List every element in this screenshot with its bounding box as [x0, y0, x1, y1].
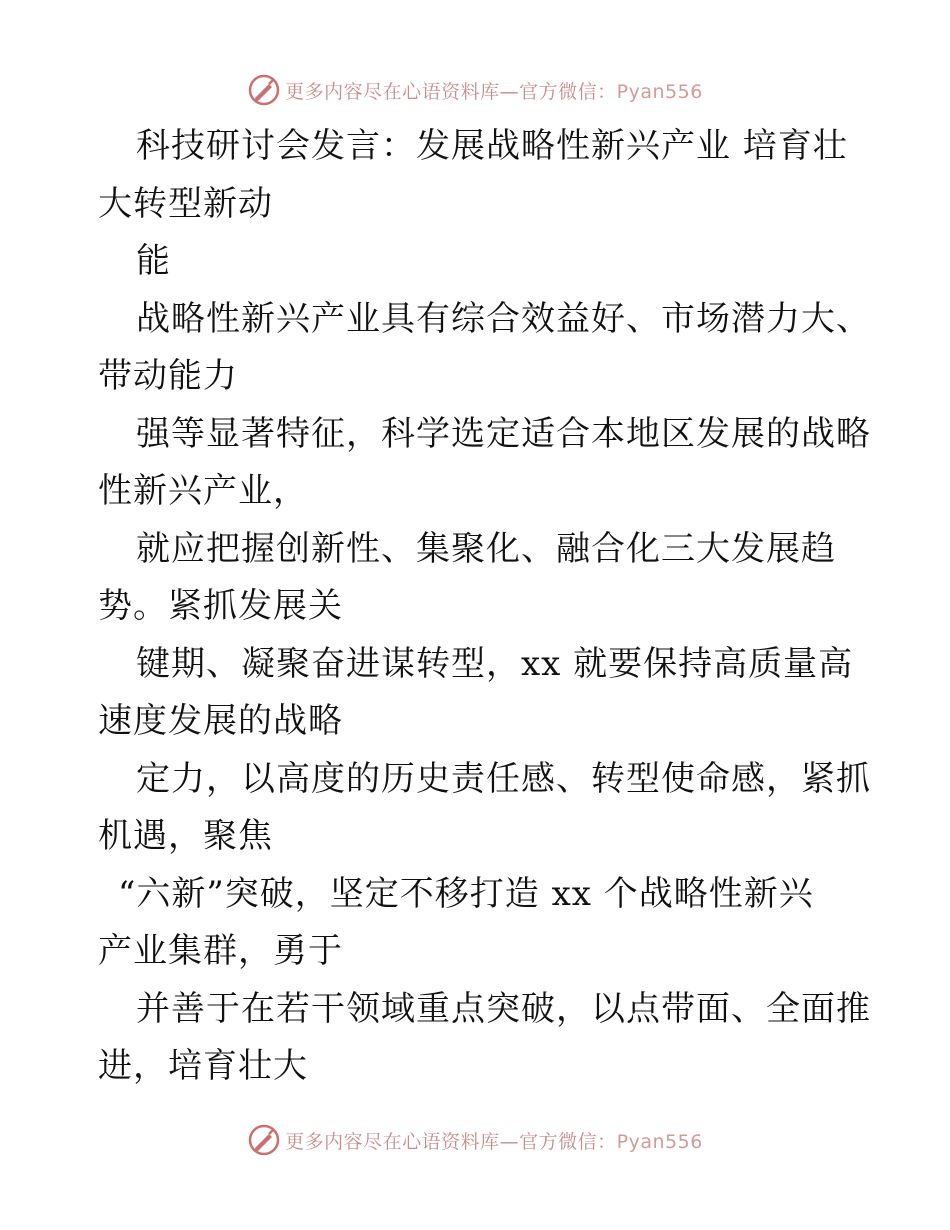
watermark-text: 更多内容尽在心语资料库—官方微信：Pyan556 — [285, 80, 703, 103]
pen-logo-icon — [247, 73, 281, 107]
text-line: 就应把握创新性、集聚化、融合化三大发展趋 — [136, 528, 836, 569]
text-line: 大转型新动 — [98, 183, 273, 224]
watermark-header — [0, 70, 950, 110]
pen-logo-icon — [247, 1123, 281, 1157]
text-line: 势。紧抓发展关 — [98, 586, 343, 626]
text-line: “六新”突破，坚定不移打造 xx 个战略性新兴 — [118, 873, 814, 914]
text-line: 键期、凝聚奋进谋转型，xx 就要保持高质量高 — [136, 643, 854, 684]
text-line: 性新兴产业， — [98, 471, 308, 511]
text-line: 战略性新兴产业具有综合效益好、市场潜力大、 — [136, 298, 871, 339]
text-line: 机遇，聚焦 — [98, 816, 273, 856]
text-line: 定力，以高度的历史责任感、转型使命感，紧抓 — [136, 758, 871, 799]
watermark-text: 更多内容尽在心语资料库—官方微信：Pyan556 — [285, 1130, 703, 1153]
text-line: 进，培育壮大 — [98, 1046, 308, 1086]
text-line: 强等显著特征，科学选定适合本地区发展的战略 — [136, 413, 871, 454]
text-line: 科技研讨会发言：发展战略性新兴产业 培育壮 — [136, 126, 848, 166]
document-body — [98, 118, 871, 1096]
text-line: 带动能力 — [98, 356, 238, 396]
text-line: 并善于在若干领域重点突破，以点带面、全面推 — [136, 988, 871, 1029]
text-line: 能 — [136, 241, 171, 281]
watermark-footer — [0, 1120, 950, 1160]
text-line: 产业集群，勇于 — [98, 931, 343, 971]
text-line: 速度发展的战略 — [98, 701, 343, 741]
